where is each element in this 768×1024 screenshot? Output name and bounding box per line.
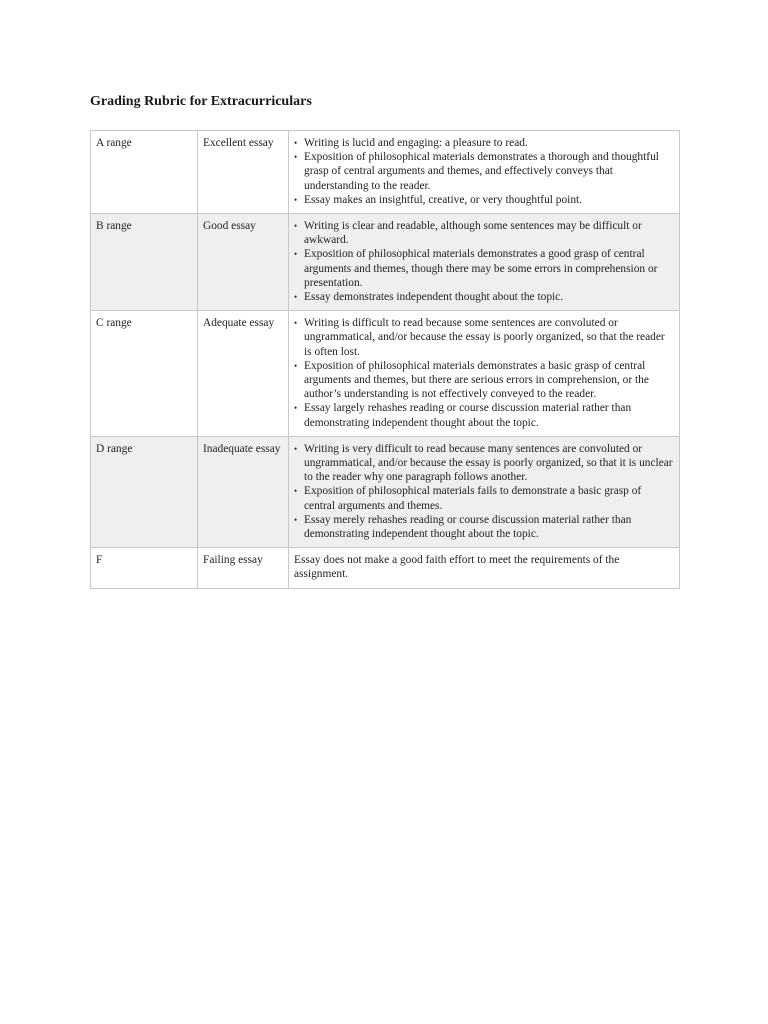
criteria-item: • Exposition of philosophical materials demonstrates a thorough and thoughtful grasp of central arguments and themes, and effectively conveys that understanding to the reader. <box>294 150 674 193</box>
rubric-row-b <box>91 214 680 311</box>
criteria-list <box>294 442 674 541</box>
criteria-list <box>294 219 674 304</box>
label-cell: Excellent essay <box>198 131 289 214</box>
label-cell: Inadequate essay <box>198 436 289 547</box>
criteria-cell <box>289 131 680 214</box>
grade-cell: C range <box>91 311 198 437</box>
label-cell: Good essay <box>198 214 289 311</box>
criteria-item: • Writing is very difficult to read because many sentences are convoluted or ungrammatical, and/or because the essay is poorly organized, so that it is unclear to the reader why one paragraph follows another. <box>294 442 674 485</box>
rubric-row-c <box>91 311 680 437</box>
grade-cell: A range <box>91 131 198 214</box>
criteria-item: • Writing is lucid and engaging: a pleasure to read. <box>294 136 674 150</box>
criteria-item: • Exposition of philosophical materials demonstrates a basic grasp of central arguments and themes, but there are serious errors in comprehension, or the author’s understanding is not effectively conveyed to the reader. <box>294 359 674 402</box>
label-cell: Failing essay <box>198 548 289 588</box>
criteria-list <box>294 316 674 430</box>
rubric-table <box>90 130 680 589</box>
rubric-row-a <box>91 131 680 214</box>
label-cell: Adequate essay <box>198 311 289 437</box>
criteria-item: • Writing is difficult to read because some sentences are convoluted or ungrammatical, and/or because the essay is poorly organized, so that the reader is often lost. <box>294 316 674 359</box>
page-title: Grading Rubric for Extracurriculars <box>90 94 312 109</box>
criteria-cell <box>289 548 680 588</box>
criteria-list <box>294 136 674 207</box>
rubric-row-f <box>91 548 680 588</box>
rubric-row-d <box>91 436 680 547</box>
criteria-cell <box>289 436 680 547</box>
criteria-item: • Essay makes an insightful, creative, or very thoughtful point. <box>294 193 674 207</box>
criteria-item: • Essay demonstrates independent thought about the topic. <box>294 290 674 304</box>
criteria-item: • Exposition of philosophical materials fails to demonstrate a basic grasp of central arguments and themes. <box>294 484 674 512</box>
criteria-item: • Essay largely rehashes reading or course discussion material rather than demonstrating independent thought about the topic. <box>294 401 674 429</box>
grade-cell: F <box>91 548 198 588</box>
criteria-text: Essay does not make a good faith effort to meet the requirements of the assignment. <box>294 554 620 581</box>
criteria-item: • Exposition of philosophical materials demonstrates a good grasp of central arguments and themes, though there may be some errors in comprehension or presentation. <box>294 247 674 290</box>
criteria-cell <box>289 214 680 311</box>
criteria-item: • Writing is clear and readable, although some sentences may be difficult or awkward. <box>294 219 674 247</box>
grade-cell: D range <box>91 436 198 547</box>
grade-cell: B range <box>91 214 198 311</box>
criteria-item: • Essay merely rehashes reading or course discussion material rather than demonstrating independent thought about the topic. <box>294 513 674 541</box>
criteria-cell <box>289 311 680 437</box>
